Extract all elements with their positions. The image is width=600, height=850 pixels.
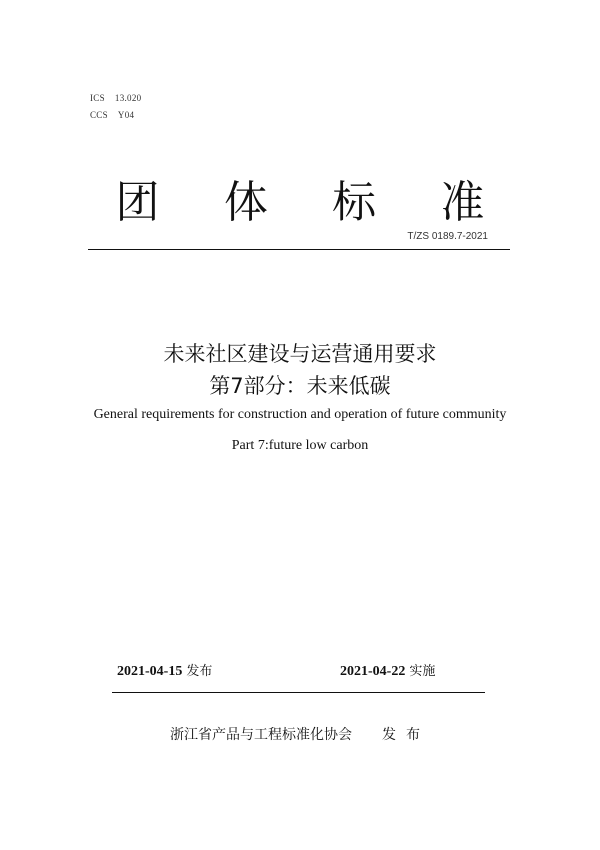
footer-divider — [112, 692, 485, 693]
ics-code — [90, 93, 151, 103]
implement-date-value: 2021-04-22 — [340, 664, 406, 679]
release-date-value: 2021-04-15 — [117, 664, 183, 679]
title-cn-line2: 第7部分：未来低碳 — [209, 374, 391, 398]
ccs-value: Y04 — [117, 110, 135, 120]
standard-type-char: 标 — [332, 177, 377, 228]
ccs-code — [90, 110, 144, 120]
standard-type-title — [85, 166, 515, 230]
implement-date — [340, 660, 435, 680]
standard-type-char: 体 — [223, 177, 268, 228]
title-en-line2: Part 7:future low carbon — [231, 438, 369, 453]
title-en-line1: General requirements for construction and operation of future community — [93, 407, 507, 422]
ics-label: ICS — [90, 93, 105, 103]
publisher — [170, 724, 430, 744]
ccs-label: CCS — [90, 110, 108, 120]
standard-type-char: 团 — [115, 177, 160, 228]
standard-number: T/ZS 0189.7-2021 — [407, 231, 488, 242]
ics-value: 13.020 — [114, 93, 142, 103]
publisher-action: 发布 — [382, 727, 430, 743]
release-date-label: 发布 — [186, 664, 213, 679]
release-date — [117, 660, 212, 680]
header-divider — [88, 249, 510, 250]
title-cn-line1: 未来社区建设与运营通用要求 — [163, 342, 437, 366]
standard-type-char: 准 — [440, 177, 485, 228]
implement-date-label: 实施 — [409, 664, 436, 679]
publisher-name: 浙江省产品与工程标准化协会 — [170, 727, 352, 743]
